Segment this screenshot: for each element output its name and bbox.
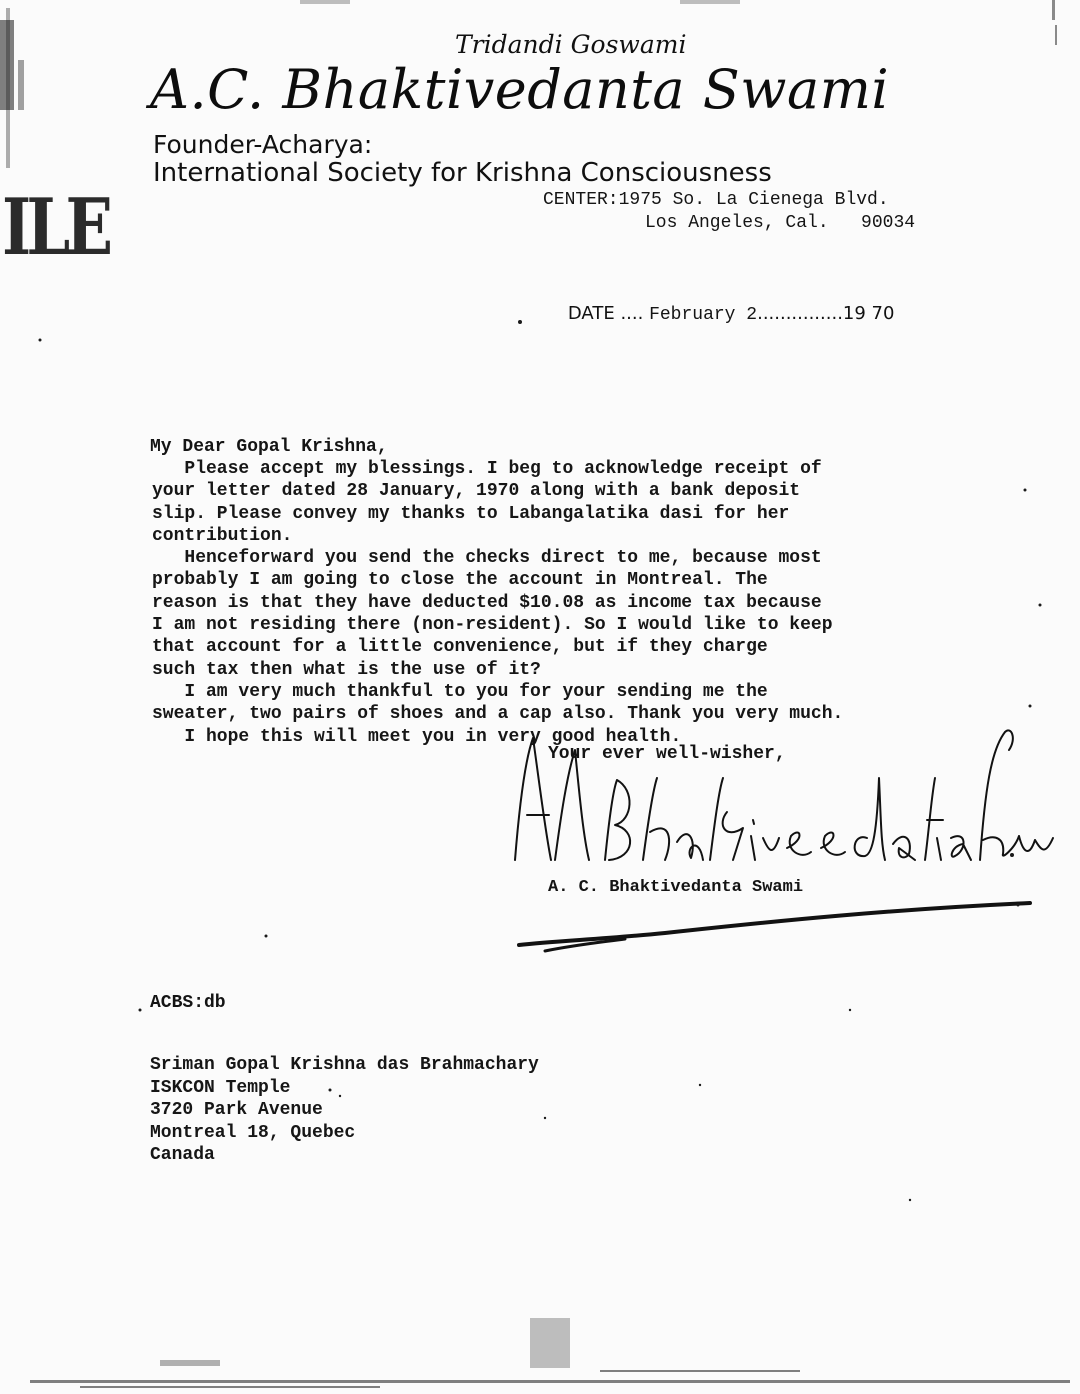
- body-line: sweater, two pairs of shoes and a cap also. Thank you very much.: [152, 704, 844, 725]
- address-line: 3720 Park Avenue: [150, 1100, 323, 1120]
- body-line: Henceforward you send the checks direct to me, because most: [152, 548, 822, 569]
- body-line: that account for a little convenience, but if they charge: [152, 637, 768, 658]
- body-line: such tax then what is the use of it?: [152, 659, 541, 680]
- letterhead-center-address: CENTER:1975 So. La Cienega Blvd.: [543, 190, 889, 210]
- body-line: slip. Please convey my thanks to Labangalatika dasi for her: [152, 503, 790, 524]
- date-value: February 2: [649, 305, 758, 325]
- body-line: probably I am going to close the account in Montreal. The: [152, 570, 768, 591]
- address-line: Canada: [150, 1145, 215, 1165]
- body-line: your letter dated 28 January, 1970 along with a bank deposit: [152, 481, 801, 502]
- typist-initials: ACBS:db: [150, 993, 226, 1013]
- body-line: reason is that they have deducted $10.08 as income tax because: [152, 592, 822, 613]
- body-line: I hope this will meet you in very good health.: [152, 726, 682, 747]
- date-year: 19 70: [842, 303, 895, 324]
- address-line: Sriman Gopal Krishna das Brahmachary: [150, 1055, 539, 1075]
- date-row: [545, 282, 894, 346]
- handwritten-signature: [505, 720, 1065, 870]
- salutation: My Dear Gopal Krishna,: [150, 437, 388, 457]
- date-leader-dots: ....: [614, 303, 650, 324]
- date-label: DATE: [567, 303, 615, 324]
- date-leader-dots-2: ...............: [757, 303, 843, 324]
- body-line: contribution.: [152, 525, 293, 546]
- typed-signature: A. C. Bhaktivedanta Swami: [548, 878, 804, 897]
- recipient-address: [150, 1054, 539, 1167]
- signature-underline-stroke: [515, 895, 1035, 960]
- letterhead-city: Los Angeles, Cal. 90034: [645, 213, 916, 233]
- closing: Your ever well-wisher,: [548, 744, 786, 764]
- body-line: I am very much thankful to you for your sending me the: [152, 681, 768, 702]
- letterhead-title: Tridandi Goswami: [455, 30, 687, 59]
- body-line: Please accept my blessings. I beg to acknowledge receipt of: [152, 459, 822, 479]
- letter-body: [152, 458, 1012, 748]
- address-line: ISKCON Temple: [150, 1077, 291, 1098]
- address-line: Montreal 18, Quebec: [150, 1122, 356, 1143]
- letterhead-founder: Founder-Acharya:: [153, 130, 373, 159]
- letterhead-society: International Society for Krishna Consciousness: [153, 158, 772, 188]
- stamp-fragment: ILE: [2, 182, 109, 273]
- letterhead-name: A.C. Bhaktivedanta Swami: [150, 58, 890, 121]
- body-line: I am not residing there (non-resident). So I would like to keep: [152, 615, 833, 636]
